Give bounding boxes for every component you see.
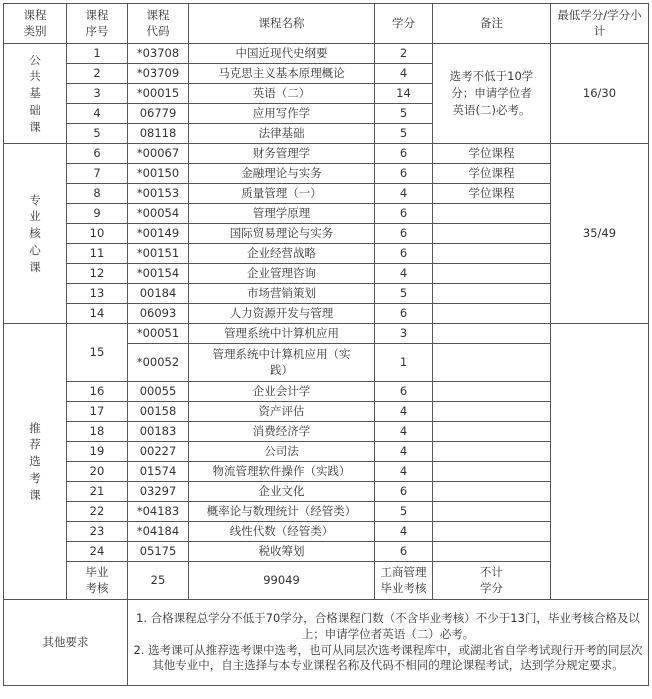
curriculum-table: [3, 3, 649, 686]
requirement-item: 1. 合格课程总学分不低于70学分，合格课程门数（不含毕业考核）不少于13门，毕业考核合格及以上；申请学位者英语（二）必考。: [136, 611, 640, 641]
note-cell: [433, 224, 551, 244]
name-cell: 消费经济学: [189, 422, 375, 442]
seq-cell: 12: [67, 264, 128, 284]
name-cell: 中国近现代史纲要: [189, 44, 375, 64]
header-credit: 学分: [375, 4, 433, 44]
code-cell: *00051: [128, 324, 189, 344]
note-cell: 学位课程: [433, 164, 551, 184]
code-cell: *00149: [128, 224, 189, 244]
seq-cell: 20: [67, 462, 128, 482]
note-cell: [433, 304, 551, 324]
credit-cell: 4: [375, 64, 433, 84]
code-cell: 00184: [128, 284, 189, 304]
code-cell: 06093: [128, 304, 189, 324]
note-cell: [433, 244, 551, 264]
name-cell: 质量管理（一）: [189, 184, 375, 204]
seq-cell: 9: [67, 204, 128, 224]
credit-cell: 4: [375, 442, 433, 462]
seq-cell: 24: [67, 542, 128, 562]
credit-cell: 3: [375, 324, 433, 344]
requirement-item: 2. 选考课可从推荐选考课中选考，也可从同层次选考课程库中，或湖北省自学考试现行开考的同层次其他专业中，自主选择与本专业课程名称及代码不相同的理论课程考试，达到学分规定要求。: [133, 642, 643, 673]
name-cell: 应用写作学: [189, 104, 375, 124]
name-cell: 工商管理毕业考核: [375, 562, 433, 600]
name-cell: 税收筹划: [189, 542, 375, 562]
code-cell: 99049: [189, 562, 375, 600]
code-cell: *03708: [128, 44, 189, 64]
note-cell: [433, 324, 551, 344]
note-cell: [433, 482, 551, 502]
credit-cell: 6: [375, 244, 433, 264]
header-name: 课程名称: [189, 4, 375, 44]
credit-cell: 6: [375, 164, 433, 184]
credit-cell: 6: [375, 482, 433, 502]
name-cell: 管理系统中计算机应用: [189, 324, 375, 344]
total-major: 35/49: [551, 144, 649, 324]
note-cell: [433, 382, 551, 402]
total-public: 16/30: [551, 44, 649, 144]
code-cell: 01574: [128, 462, 189, 482]
seq-cell: 7: [67, 164, 128, 184]
seq-cell: 10: [67, 224, 128, 244]
name-cell: 管理系统中计算机应用（实践）: [189, 344, 375, 382]
name-cell: 法律基础: [189, 124, 375, 144]
credit-cell: 4: [375, 462, 433, 482]
credit-cell: 5: [375, 124, 433, 144]
code-cell: *00054: [128, 204, 189, 224]
credit-cell: 4: [375, 422, 433, 442]
code-cell: 05175: [128, 542, 189, 562]
name-cell: 国际贸易理论与实务: [189, 224, 375, 244]
code-cell: *00067: [128, 144, 189, 164]
credit-cell: 4: [375, 184, 433, 204]
credit-cell: 6: [375, 542, 433, 562]
code-cell: *04184: [128, 522, 189, 542]
seq-cell: 6: [67, 144, 128, 164]
total-recommended: [551, 324, 649, 600]
category-public: 公共基础课: [4, 44, 67, 144]
category-recommended: 推荐选考课: [4, 324, 67, 600]
code-cell: 06779: [128, 104, 189, 124]
note-cell: 学位课程: [433, 184, 551, 204]
credit-cell: 2: [375, 44, 433, 64]
note-cell: [433, 462, 551, 482]
credit-cell: 不计学分: [433, 562, 551, 600]
note-cell: 学位课程: [433, 144, 551, 164]
code-cell: 00055: [128, 382, 189, 402]
seq-cell: 4: [67, 104, 128, 124]
name-cell: 金融理论与实务: [189, 164, 375, 184]
code-cell: *04183: [128, 502, 189, 522]
seq-cell: 2: [67, 64, 128, 84]
code-cell: 00158: [128, 402, 189, 422]
header-code: 课程代码: [128, 4, 189, 44]
name-cell: 企业管理咨询: [189, 264, 375, 284]
name-cell: 资产评估: [189, 402, 375, 422]
note-cell: [433, 422, 551, 442]
seq-cell: 14: [67, 304, 128, 324]
table-row: [4, 44, 649, 64]
code-cell: *00151: [128, 244, 189, 264]
other-requirements-row: [4, 600, 649, 686]
credit-cell: 4: [375, 402, 433, 422]
note-cell: [433, 442, 551, 462]
seq-cell: 15: [67, 324, 128, 382]
note-cell: [433, 522, 551, 542]
category-major: 专业核心课: [4, 144, 67, 324]
seq-cell: 22: [67, 502, 128, 522]
name-cell: 公司法: [189, 442, 375, 462]
credit-cell: 6: [375, 204, 433, 224]
seq-cell: 25: [128, 562, 189, 600]
seq-cell: 17: [67, 402, 128, 422]
category-graduation: 毕业考核: [67, 562, 128, 600]
name-cell: 企业会计学: [189, 382, 375, 402]
seq-cell: 11: [67, 244, 128, 264]
note-cell: [433, 204, 551, 224]
seq-cell: 13: [67, 284, 128, 304]
seq-cell: 8: [67, 184, 128, 204]
header-note: 备注: [433, 4, 551, 44]
name-cell: 管理学原理: [189, 204, 375, 224]
seq-cell: 19: [67, 442, 128, 462]
code-cell: *00154: [128, 264, 189, 284]
code-cell: 00227: [128, 442, 189, 462]
code-cell: *00150: [128, 164, 189, 184]
name-cell: 企业经营战略: [189, 244, 375, 264]
name-cell: 人力资源开发与管理: [189, 304, 375, 324]
seq-cell: 16: [67, 382, 128, 402]
credit-cell: 5: [375, 104, 433, 124]
credit-cell: 14: [375, 84, 433, 104]
note-public: 选考不低于10学分；申请学位者英语(二)必考。: [433, 44, 551, 144]
name-cell: 财务管理学: [189, 144, 375, 164]
code-cell: *03709: [128, 64, 189, 84]
name-cell: 线性代数（经管类）: [189, 522, 375, 542]
header-seq: 课程序号: [67, 4, 128, 44]
seq-cell: 3: [67, 84, 128, 104]
code-cell: *00052: [128, 344, 189, 382]
note-cell: [433, 264, 551, 284]
table-row: [4, 324, 649, 344]
other-requirements-label: 其他要求: [4, 600, 128, 686]
credit-cell: 4: [375, 522, 433, 542]
note-cell: [433, 284, 551, 304]
note-cell: [433, 402, 551, 422]
seq-cell: 21: [67, 482, 128, 502]
name-cell: 英语（二）: [189, 84, 375, 104]
credit-cell: 6: [375, 304, 433, 324]
credit-cell: 6: [375, 382, 433, 402]
header-category: 课程类别: [4, 4, 67, 44]
note-cell: [433, 542, 551, 562]
note-cell: [433, 502, 551, 522]
credit-cell: 4: [375, 264, 433, 284]
name-cell: 市场营销策划: [189, 284, 375, 304]
credit-cell: 1: [375, 344, 433, 382]
seq-cell: 23: [67, 522, 128, 542]
name-cell: 企业文化: [189, 482, 375, 502]
seq-cell: 5: [67, 124, 128, 144]
credit-cell: 6: [375, 224, 433, 244]
code-cell: 08118: [128, 124, 189, 144]
name-cell: 物流管理软件操作（实践）: [189, 462, 375, 482]
note-cell: [433, 344, 551, 382]
table-row: [4, 144, 649, 164]
code-cell: *00015: [128, 84, 189, 104]
code-cell: 00183: [128, 422, 189, 442]
seq-cell: 18: [67, 422, 128, 442]
credit-cell: 5: [375, 284, 433, 304]
name-cell: 概率论与数理统计（经管类）: [189, 502, 375, 522]
code-cell: 03297: [128, 482, 189, 502]
name-cell: 马克思主义基本原理概论: [189, 64, 375, 84]
credit-cell: 6: [375, 144, 433, 164]
other-requirements-text: [128, 600, 649, 686]
seq-cell: 1: [67, 44, 128, 64]
code-cell: *00153: [128, 184, 189, 204]
credit-cell: 5: [375, 502, 433, 522]
header-min: 最低学分/学分小计: [551, 4, 649, 44]
header-row: [4, 4, 649, 44]
